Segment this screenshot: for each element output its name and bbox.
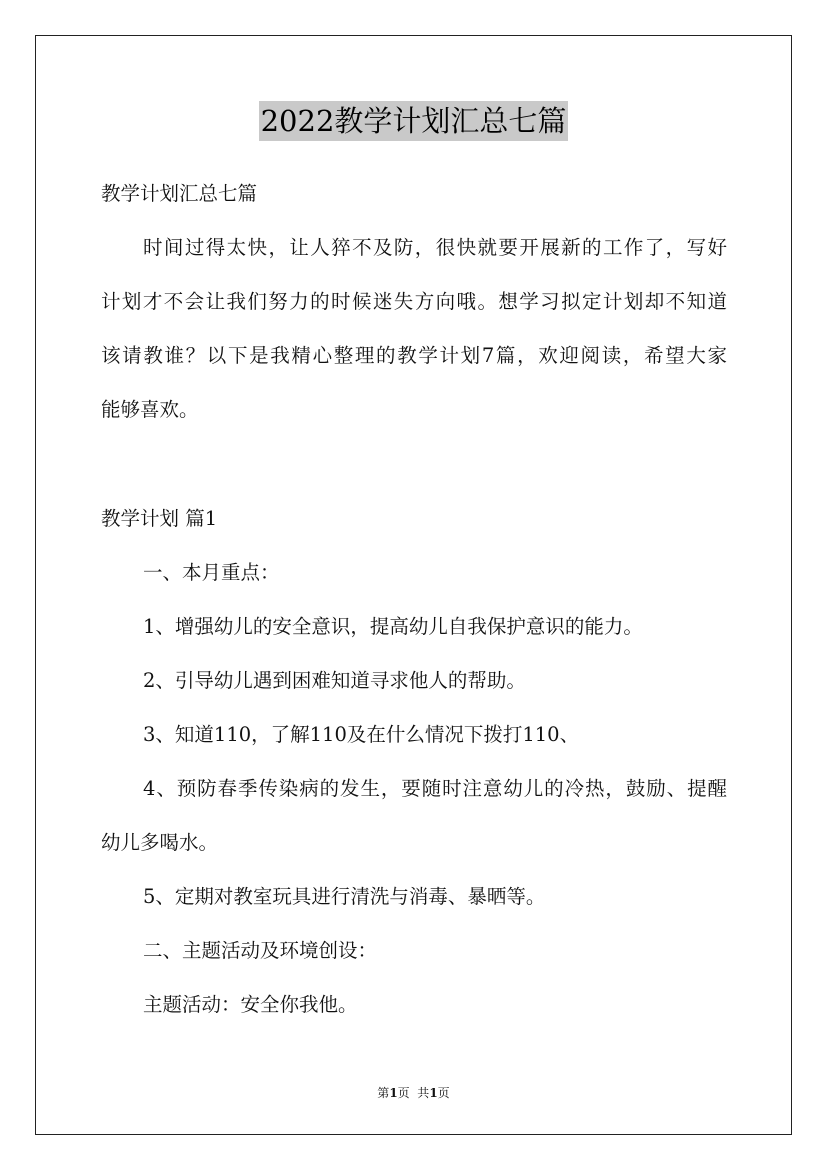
list-item-3: 3、知道110，了解110及在什么情况下拨打110、 xyxy=(143,723,580,746)
document-subtitle: 教学计划汇总七篇 xyxy=(101,182,258,205)
footer-page-number: 1 xyxy=(389,1086,398,1100)
section-heading: 教学计划 篇1 xyxy=(101,507,218,530)
list-item-2: 2、引导幼儿遇到困难知道寻求他人的帮助。 xyxy=(143,669,526,692)
list-item-4-line-2: 幼儿多喝水。 xyxy=(101,831,219,854)
section1-heading: 一、本月重点： xyxy=(143,561,280,584)
theme-activity: 主题活动：安全你我他。 xyxy=(143,993,358,1016)
section2-heading: 二、主题活动及环境创设： xyxy=(143,939,378,962)
intro-line-1: 时间过得太快，让人猝不及防，很快就要开展新的工作了，写好 xyxy=(143,236,727,259)
footer-page-prefix: 第 xyxy=(377,1086,390,1100)
title-container xyxy=(0,101,827,141)
document-title: 2022教学计划汇总七篇 xyxy=(259,101,569,141)
list-item-5: 5、定期对教室玩具进行清洗与消毒、暴晒等。 xyxy=(143,885,546,908)
page-footer xyxy=(0,1085,827,1101)
footer-page-total: 1 xyxy=(429,1086,438,1100)
intro-line-2: 计划才不会让我们努力的时候迷失方向哦。想学习拟定计划却不知道 xyxy=(101,290,727,313)
footer-page-suffix: 页 xyxy=(437,1086,450,1100)
intro-line-4: 能够喜欢。 xyxy=(101,398,199,421)
list-item-4-line-1: 4、预防春季传染病的发生，要随时注意幼儿的冷热，鼓励、提醒 xyxy=(143,777,727,800)
footer-page-mid: 页 共 xyxy=(397,1086,430,1100)
list-item-1: 1、增强幼儿的安全意识，提高幼儿自我保护意识的能力。 xyxy=(143,615,643,638)
intro-line-3: 该请教谁？以下是我精心整理的教学计划7篇，欢迎阅读，希望大家 xyxy=(101,344,727,367)
